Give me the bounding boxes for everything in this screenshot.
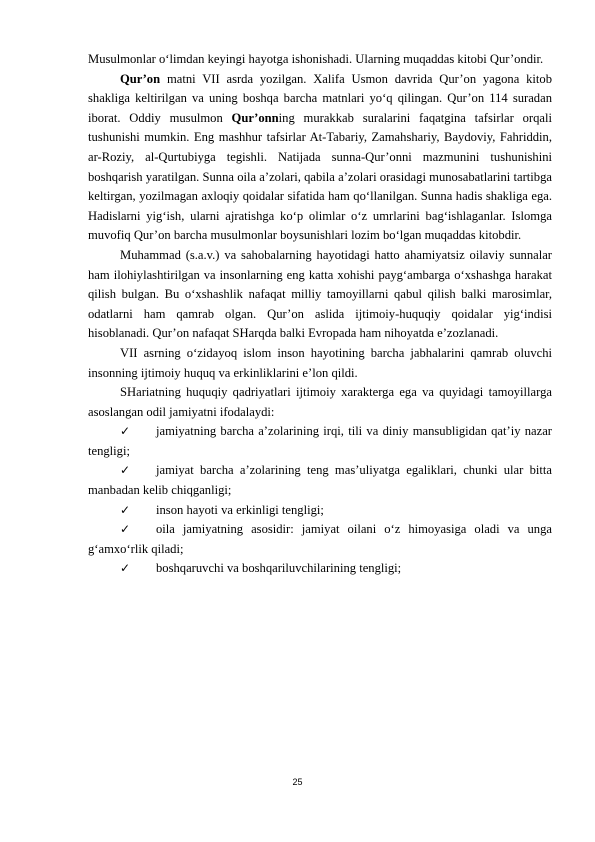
paragraph-muhammad: Muhammad (s.a.v.) va sahobalarning hayotidagi hatto ahamiyatsiz oilaviy sunnalar ham ilohiylashtirilgan va insonlarning eng katta xohishi payg‘ambarga o‘xshashga harakat qilish bulgan. Bu o‘xshashlik nafaqat milliy tamoyillarni qabul qilish balki marosimlar, odatlarni ham qamrab olgan. Qur’on aslida ijtimoiy-huquqiy qoidalar yig‘indisi hisoblanadi. Qur’on nafaqat SHarqda balki Evropada ham nihoyatda e’zozlanadi. bbox=[88, 247, 552, 341]
list-item-text: jamiyat barcha a’zolarining teng mas’uliyatga egaliklari, chunki ular bitta manbadan kelib chiqganligi; bbox=[88, 463, 552, 498]
paragraph-seventh-century: VII asrning o‘zidayoq islom inson hayotining barcha jabhalarini qamrab oluvchi insonning ijtimoiy huquq va erkinliklarini e’lon qildi. bbox=[88, 345, 552, 380]
list-item bbox=[88, 520, 552, 559]
list-item bbox=[88, 559, 552, 579]
check-mark-icon: ✓ bbox=[120, 424, 131, 439]
list-item bbox=[88, 422, 552, 461]
paragraph-shariat: SHariatning huquqiy qadriyatlari ijtimoiy xarakterga ega va quyidagi tamoyillarga asoslangan odil jamiyatni ifodalaydi: bbox=[88, 385, 552, 419]
check-mark-icon: ✓ bbox=[120, 502, 131, 517]
paragraph-quran-text-a: matni VII asrda yozilgan. Xalifa Usmon davrida Qur’on yagona kitob shakliga keltirilgan va uning boshqa barcha matnlari yo‘q qilingan. Qur’on 114 suradan iborat. Oddiy musulmon bbox=[88, 71, 552, 125]
page-number: 25 bbox=[292, 777, 303, 787]
list-item bbox=[88, 461, 552, 500]
list-item bbox=[88, 501, 552, 521]
paragraph-quran bbox=[88, 70, 552, 246]
bold-term-quronn: Qur’onn bbox=[231, 110, 279, 125]
list-item-text: oila jamiyatning asosidir: jamiyat oilani o‘z himoyasiga oladi va unga g‘amxo‘rlik qiladi; bbox=[88, 522, 552, 556]
paragraph-intro: Musulmonlar o‘limdan keyingi hayotga ishonishadi. Ularning muqaddas kitobi Qur’ondir. bbox=[88, 52, 544, 66]
check-mark-icon: ✓ bbox=[120, 522, 131, 537]
check-mark-icon: ✓ bbox=[120, 463, 131, 478]
list-item-text: boshqaruvchi va boshqariluvchilarining tengligi; bbox=[156, 561, 402, 576]
bold-term-quran: Qur’on bbox=[120, 71, 161, 86]
list-item-text: inson hayoti va erkinligi tengligi; bbox=[156, 502, 324, 517]
paragraph-quran-text-b: ing murakkab suralarini faqatgina tafsirlar orqali tushunishi mumkin. Eng mashhur tafsirlar At-Tabariy, Zamahshariy, Baydoviy, Fahriddin, ar-Roziy, al-Qurtubiyga tegishli. Natijada sunna-Qur’onni mazmunini tushunishini boshqarish yaratilgan. Sunna oila a’zolari, qabila a’zolari orasidagi munosabatlarini tartibga keltirgan, yozilmagan axloqiy qoidalar sifatida ham qo‘llanilgan. Sunna hadis shakliga ega. Hadislarni yig‘ish, ularni ajratishga ko‘p olimlar o‘z umrlarini bag‘ishlaganlar. Islomga muvofiq Qur’on barcha musulmonlar boysunishlari lozim bo‘lgan muqaddas kitobdir. bbox=[88, 110, 552, 243]
list-item-text: jamiyatning barcha a’zolarining irqi, tili va diniy mansubligidan qat’iy nazar tengligi; bbox=[88, 424, 552, 458]
document-body bbox=[88, 50, 552, 579]
check-mark-icon: ✓ bbox=[120, 561, 131, 576]
